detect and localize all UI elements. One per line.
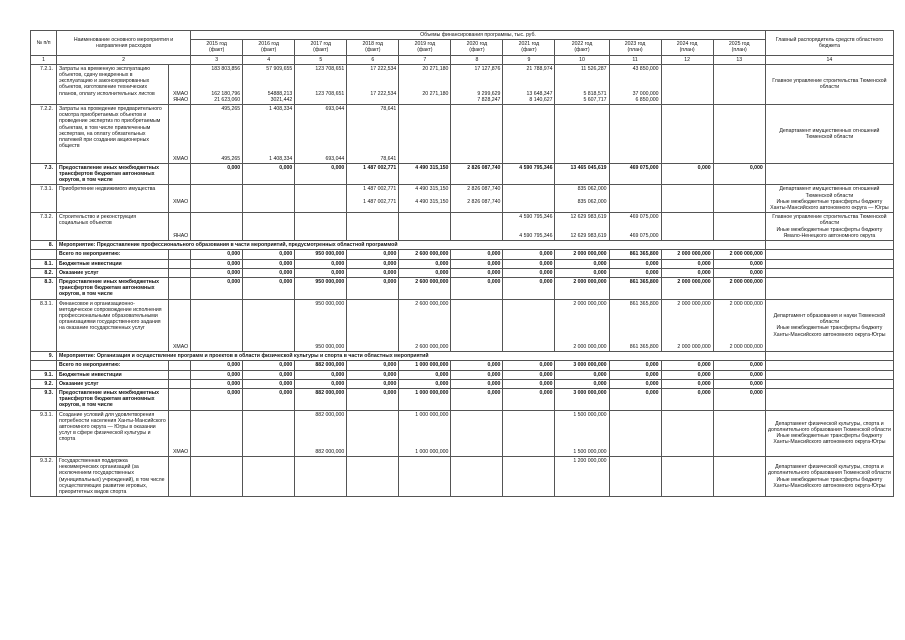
row-value [191, 456, 243, 496]
row-value: 0,000 [191, 250, 243, 259]
header-year: 2017 год (факт) [295, 40, 347, 55]
row-owner: Департамент имущественных отношений Тюменской области Иные межбюджетные трансферты бюджету Ханты-Мансийского автономного округа — Югры [765, 185, 893, 213]
row-index: 7.2.1. [31, 64, 57, 104]
row-index: 7.3.1. [31, 185, 57, 213]
table-row [31, 352, 894, 361]
row-region: ЯНАО [169, 213, 191, 241]
row-value: 0,000 [503, 370, 555, 379]
row-value [713, 213, 765, 241]
row-value: 0,000 [295, 268, 347, 277]
row-value: 0,000 [713, 379, 765, 388]
row-value: 0,000 [243, 361, 295, 370]
column-number: 14 [765, 55, 893, 64]
finance-table [30, 30, 894, 497]
row-value: 882 000,000 [295, 361, 347, 370]
row-value [451, 213, 503, 241]
row-value: 17 127,876 9 299,629 7 828,247 [451, 64, 503, 104]
row-value: 2 600 000,000 [399, 250, 451, 259]
row-region [169, 259, 191, 268]
row-owner [765, 361, 893, 370]
row-value [243, 213, 295, 241]
row-owner: Департамент физической культуры, спорта и дополнительного образования Тюменской области Иные межбюджетные трансферты бюджету Ханты-Мансийского автономного округа-Югры [765, 456, 893, 496]
row-value [295, 185, 347, 213]
row-value [243, 456, 295, 496]
row-value: 0,000 [191, 388, 243, 410]
header-no: № п/п [31, 31, 57, 56]
row-value [347, 456, 399, 496]
row-value [661, 456, 713, 496]
row-value: 2 000 000,000 2 000 000,000 [555, 299, 609, 352]
row-name: Оказание услуг [57, 268, 169, 277]
row-owner: Департамент имущественных отношений Тюменской области [765, 105, 893, 164]
row-value [609, 456, 661, 496]
row-value: 2 000 000,000 2 000 000,000 [661, 299, 713, 352]
row-value: 0,000 [191, 370, 243, 379]
row-value [713, 410, 765, 456]
table-row [31, 185, 894, 213]
row-owner [765, 379, 893, 388]
row-value: 0,000 [347, 370, 399, 379]
row-value: 861 365,800 861 365,800 [609, 299, 661, 352]
row-value: 2 000 000,000 [661, 250, 713, 259]
table-row [31, 213, 894, 241]
row-value: 495,265 495,265 [191, 105, 243, 164]
row-value: 0,000 [503, 250, 555, 259]
row-value: 0,000 [451, 370, 503, 379]
row-value: 0,000 [503, 277, 555, 299]
header-year: 2016 год (факт) [243, 40, 295, 55]
row-name: Предоставление иных межбюджетных трансфертов бюджетам автономных округов, в том числе [57, 163, 169, 185]
row-value [503, 105, 555, 164]
row-name: Затраты на временную эксплуатацию объектов, сдачу внедренных в эксплуатацию и законсервированных объектов, изготовление технических планов, оплату исполнительных листов [57, 64, 169, 104]
row-value [191, 299, 243, 352]
row-index: 9.2. [31, 379, 57, 388]
row-value: 0,000 [347, 259, 399, 268]
row-value: 2 000 000,000 [713, 250, 765, 259]
row-value [503, 299, 555, 352]
row-value: 0,000 [713, 370, 765, 379]
row-index: 9.1. [31, 370, 57, 379]
row-owner [765, 370, 893, 379]
row-region [169, 250, 191, 259]
row-value: 2 000 000,000 [555, 250, 609, 259]
row-value: 0,000 [609, 259, 661, 268]
row-value: 21 788,974 13 648,347 8 140,627 [503, 64, 555, 104]
column-number: 8 [451, 55, 503, 64]
row-value [713, 185, 765, 213]
row-owner: Главное управление строительства Тюменской области [765, 64, 893, 104]
row-value: 0,000 [451, 268, 503, 277]
row-value [661, 213, 713, 241]
row-region: ХМАО [169, 410, 191, 456]
row-name: Создание условий для удовлетворения потребности населения Ханты-Мансийского автономного округа — Югры в оказании услуг в сфере физической культуры и спорта [57, 410, 169, 456]
table-row [31, 379, 894, 388]
row-value: 0,000 [555, 379, 609, 388]
row-value: 4 490 315,150 [399, 163, 451, 185]
row-region: ХМАО [169, 185, 191, 213]
row-value: 12 629 983,619 12 629 983,619 [555, 213, 609, 241]
row-value: 0,000 [661, 268, 713, 277]
row-value [451, 410, 503, 456]
row-value [399, 213, 451, 241]
row-value: 20 271,180 20 271,180 [399, 64, 451, 104]
row-value: 2 000 000,000 [555, 277, 609, 299]
header-owner: Главный распорядитель средств областного бюджета [765, 31, 893, 56]
row-region [169, 277, 191, 299]
row-value: 2 000 000,000 [661, 277, 713, 299]
row-value: 0,000 [661, 379, 713, 388]
row-index: 8. [31, 241, 57, 250]
row-name: Всего по мероприятию: [57, 250, 169, 259]
row-index: 8.2. [31, 268, 57, 277]
row-index: 7.2.2. [31, 105, 57, 164]
row-value: 0,000 [661, 163, 713, 185]
row-value [347, 299, 399, 352]
row-value: 0,000 [451, 250, 503, 259]
row-name: Затраты на проведение предварительного осмотра приобретаемых объектов и проведение экспертиз по приобретаемым объектам, в том числе привлеченным экспертам, на оплату обязательных платежей при создании акционерных обществ [57, 105, 169, 164]
row-index: 8.3.1. [31, 299, 57, 352]
row-value [713, 105, 765, 164]
row-value [661, 105, 713, 164]
row-value: 2 000 000,000 [713, 277, 765, 299]
header-year: 2018 год (факт) [347, 40, 399, 55]
table-row [31, 388, 894, 410]
row-value: 0,000 [399, 268, 451, 277]
row-name: Бюджетные инвестиции [57, 259, 169, 268]
row-value: 0,000 [661, 370, 713, 379]
table-row [31, 64, 894, 104]
row-value [295, 213, 347, 241]
row-region [169, 361, 191, 370]
row-value [451, 456, 503, 496]
row-owner [765, 250, 893, 259]
row-value [295, 456, 347, 496]
column-number: 10 [555, 55, 609, 64]
header-volumes: Объемы финансирования программы, тыс. руб. [191, 31, 766, 40]
row-owner [765, 163, 893, 185]
row-value: 0,000 [191, 268, 243, 277]
column-number: 7 [399, 55, 451, 64]
row-value: 0,000 [713, 361, 765, 370]
row-region [169, 370, 191, 379]
row-value [555, 105, 609, 164]
row-value: 57 909,655 54888,213 3021,442 [243, 64, 295, 104]
row-value [191, 410, 243, 456]
row-value: 0,000 [609, 379, 661, 388]
header-year: 2024 год (план) [661, 40, 713, 55]
row-value: 0,000 [399, 370, 451, 379]
row-value: 2 600 000,000 [399, 277, 451, 299]
column-number: 5 [295, 55, 347, 64]
row-name: Строительство и реконструкция социальных объектов [57, 213, 169, 241]
header-year: 2025 год (план) [713, 40, 765, 55]
row-index: 7.3. [31, 163, 57, 185]
row-value [191, 185, 243, 213]
row-owner [765, 241, 893, 250]
row-value: 1 500 000,000 1 500 000,000 [555, 410, 609, 456]
row-value [503, 456, 555, 496]
row-value [661, 410, 713, 456]
table-row [31, 410, 894, 456]
row-value: 0,000 [713, 388, 765, 410]
row-value: 0,000 [191, 277, 243, 299]
row-value: 950 000,000 [295, 250, 347, 259]
row-value [399, 105, 451, 164]
row-value: 0,000 [451, 361, 503, 370]
row-value: 1 000 000,000 [399, 388, 451, 410]
row-name: Бюджетные инвестиции [57, 370, 169, 379]
column-number: 13 [713, 55, 765, 64]
row-value: 0,000 [295, 259, 347, 268]
row-value: 1 000 000,000 1 000 000,000 [399, 410, 451, 456]
row-value [661, 64, 713, 104]
row-owner [765, 388, 893, 410]
row-region: ХМАО ЯНАО [169, 64, 191, 104]
row-value: 0,000 [347, 361, 399, 370]
row-value: 0,000 [243, 163, 295, 185]
row-index: 8.3. [31, 277, 57, 299]
row-value: 469 075,000 [609, 163, 661, 185]
row-index [31, 361, 57, 370]
row-value: 0,000 [503, 379, 555, 388]
table-row [31, 163, 894, 185]
row-owner [765, 259, 893, 268]
row-value [713, 456, 765, 496]
row-owner [765, 277, 893, 299]
column-number: 3 [191, 55, 243, 64]
row-value: 0,000 [191, 379, 243, 388]
row-value: 0,000 [661, 388, 713, 410]
row-value: 0,000 [609, 361, 661, 370]
row-value [191, 213, 243, 241]
section-title: Мероприятие: Предоставление профессионального образования в части мероприятий, предусмотренных областной программой [57, 241, 766, 250]
row-value [609, 105, 661, 164]
row-value: 0,000 [451, 379, 503, 388]
row-index: 7.3.2. [31, 213, 57, 241]
row-value: 3 000 000,000 [555, 388, 609, 410]
row-value: 0,000 [347, 250, 399, 259]
row-value: 43 850,000 37 000,000 6 850,000 [609, 64, 661, 104]
row-value: 0,000 [661, 361, 713, 370]
row-value [451, 105, 503, 164]
row-owner [765, 268, 893, 277]
row-value: 0,000 [609, 388, 661, 410]
header-colnums-row [31, 55, 894, 64]
row-region [169, 268, 191, 277]
row-region: ХМАО [169, 105, 191, 164]
row-value [243, 185, 295, 213]
row-region [169, 456, 191, 496]
row-value: 11 526,287 5 818,571 5 607,717 [555, 64, 609, 104]
row-name: Приобретение недвижимого имущества [57, 185, 169, 213]
document-page [30, 30, 894, 497]
row-value: 0,000 [243, 277, 295, 299]
row-name: Государственная поддержка некоммерческих организаций (за исключением государственных (муниципальных) учреждений), в том числе осуществляющих развитие игровых, приоритетных видов спорта [57, 456, 169, 496]
row-value: 1 408,334 1 408,334 [243, 105, 295, 164]
row-value: 1 200 000,000 [555, 456, 609, 496]
section-title: Мероприятие: Организация и осуществление программ и проектов в области физической культуры и спорта в части областных мероприятий [57, 352, 766, 361]
row-value: 882 000,000 882 000,000 [295, 410, 347, 456]
row-value: 0,000 [555, 268, 609, 277]
row-value: 0,000 [347, 268, 399, 277]
row-value: 0,000 [191, 361, 243, 370]
row-value: 1 000 000,000 [399, 361, 451, 370]
row-value: 2 600 000,000 2 600 000,000 [399, 299, 451, 352]
row-value: 0,000 [243, 268, 295, 277]
row-name: Всего по мероприятию: [57, 361, 169, 370]
row-value [661, 185, 713, 213]
row-owner [765, 352, 893, 361]
row-value: 3 000 000,000 [555, 361, 609, 370]
row-value: 835 062,000 835 062,000 [555, 185, 609, 213]
row-value: 2 000 000,000 2 000 000,000 [713, 299, 765, 352]
row-value [243, 299, 295, 352]
row-value: 0,000 [191, 259, 243, 268]
table-row [31, 105, 894, 164]
row-value: 693,044 693,044 [295, 105, 347, 164]
row-value: 183 803,856 162 180,796 21 623,060 [191, 64, 243, 104]
row-value [503, 410, 555, 456]
row-value: 13 465 045,619 [555, 163, 609, 185]
header-year: 2022 год (факт) [555, 40, 609, 55]
row-name: Предоставление иных межбюджетных трансфертов бюджетам автономных округов, в том числе [57, 277, 169, 299]
row-value [609, 410, 661, 456]
row-value: 2 826 087,740 2 826 087,740 [451, 185, 503, 213]
row-region: ХМАО [169, 299, 191, 352]
row-value: 0,000 [399, 259, 451, 268]
row-index [31, 250, 57, 259]
table-row [31, 370, 894, 379]
row-value: 861 365,800 [609, 250, 661, 259]
row-value: 17 222,534 17 222,534 [347, 64, 399, 104]
row-value: 0,000 [503, 259, 555, 268]
header-year: 2019 год (факт) [399, 40, 451, 55]
row-value [347, 213, 399, 241]
row-value [451, 299, 503, 352]
row-value: 78,641 78,641 [347, 105, 399, 164]
header-year: 2015 год (факт) [191, 40, 243, 55]
row-value [347, 410, 399, 456]
row-value: 0,000 [503, 361, 555, 370]
row-name: Предоставление иных межбюджетных трансфертов бюджетам автономных округов, в том числе [57, 388, 169, 410]
row-value: 0,000 [243, 388, 295, 410]
row-value: 1 487 002,771 [347, 163, 399, 185]
row-value [609, 185, 661, 213]
row-owner: Департамент физической культуры, спорта и дополнительного образования Тюменской области Иные межбюджетные трансферты бюджету Ханты-Мансийского автономного округа-Югры [765, 410, 893, 456]
header-name: Наименование основного мероприятия и направления расходов [57, 31, 191, 56]
row-value: 4 590 795,346 4 590 795,346 [503, 213, 555, 241]
row-owner: Главное управление строительства Тюменской области Иные межбюджетные трансферты бюджету Ямало-Ненецкого автономного округа [765, 213, 893, 241]
table-row [31, 277, 894, 299]
row-value: 882 000,000 [295, 388, 347, 410]
row-value: 0,000 [295, 379, 347, 388]
row-value: 0,000 [609, 370, 661, 379]
row-value: 0,000 [609, 268, 661, 277]
row-name: Финансовое и организационно-методическое сопровождение исполнения профессиональными образовательными организациями государственного задания на оказание государственных услуг [57, 299, 169, 352]
row-value: 0,000 [347, 379, 399, 388]
header-year: 2023 год (план) [609, 40, 661, 55]
row-value: 0,000 [243, 250, 295, 259]
row-value [713, 64, 765, 104]
row-value: 0,000 [713, 259, 765, 268]
table-row [31, 268, 894, 277]
header-year: 2021 год (факт) [503, 40, 555, 55]
column-number: 2 [57, 55, 191, 64]
column-number: 11 [609, 55, 661, 64]
row-value: 0,000 [713, 268, 765, 277]
table-row [31, 361, 894, 370]
row-value: 1 487 002,771 1 487 002,771 [347, 185, 399, 213]
column-number: 1 [31, 55, 57, 64]
column-number: 9 [503, 55, 555, 64]
row-value: 861 365,800 [609, 277, 661, 299]
table-row [31, 259, 894, 268]
row-value [399, 456, 451, 496]
row-value: 0,000 [191, 163, 243, 185]
row-value: 0,000 [503, 268, 555, 277]
table-header [31, 31, 894, 65]
row-value [243, 410, 295, 456]
row-region [169, 388, 191, 410]
table-row [31, 250, 894, 259]
column-number: 6 [347, 55, 399, 64]
row-index: 9.3. [31, 388, 57, 410]
row-value: 2 826 087,740 [451, 163, 503, 185]
row-value: 4 490 315,150 4 490 315,150 [399, 185, 451, 213]
row-index: 9.3.1. [31, 410, 57, 456]
row-value: 0,000 [295, 370, 347, 379]
row-value: 0,000 [451, 277, 503, 299]
row-owner: Департамент образования и науки Тюменской области Иные межбюджетные трансферты бюджету Ханты-Мансийского автономного округа-Югры [765, 299, 893, 352]
row-value: 0,000 [243, 259, 295, 268]
row-value: 0,000 [503, 388, 555, 410]
header-year: 2020 год (факт) [451, 40, 503, 55]
row-value: 0,000 [713, 163, 765, 185]
table-row [31, 241, 894, 250]
row-region [169, 163, 191, 185]
row-value: 4 590 795,346 [503, 163, 555, 185]
row-value: 0,000 [451, 388, 503, 410]
row-index: 9. [31, 352, 57, 361]
table-row [31, 299, 894, 352]
row-region [169, 379, 191, 388]
row-value: 0,000 [451, 259, 503, 268]
row-value: 0,000 [661, 259, 713, 268]
row-name: Оказание услуг [57, 379, 169, 388]
table-body [31, 64, 894, 496]
table-row [31, 456, 894, 496]
row-value: 0,000 [555, 370, 609, 379]
row-value: 123 708,651 123 708,651 [295, 64, 347, 104]
column-number: 4 [243, 55, 295, 64]
row-value: 950 000,000 [295, 277, 347, 299]
row-value: 0,000 [399, 379, 451, 388]
row-index: 9.3.2. [31, 456, 57, 496]
row-value: 0,000 [295, 163, 347, 185]
row-value [503, 185, 555, 213]
row-value: 469 075,000 469 075,000 [609, 213, 661, 241]
row-value: 950 000,000 950 000,000 [295, 299, 347, 352]
column-number: 12 [661, 55, 713, 64]
row-value: 0,000 [555, 259, 609, 268]
row-index: 8.1. [31, 259, 57, 268]
header-row [31, 31, 894, 40]
row-value: 0,000 [347, 388, 399, 410]
row-value: 0,000 [243, 379, 295, 388]
row-value: 0,000 [347, 277, 399, 299]
row-value: 0,000 [243, 370, 295, 379]
